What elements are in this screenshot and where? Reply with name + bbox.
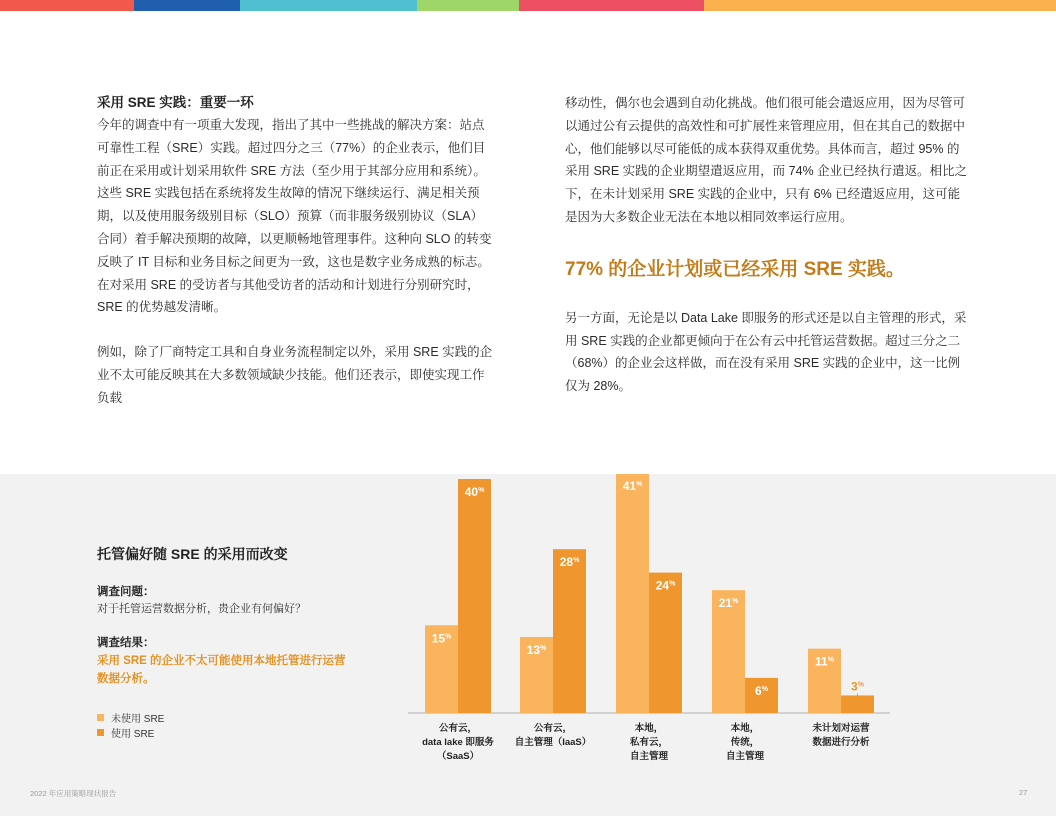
category-label: 本地， xyxy=(730,723,760,734)
category-label: 自主管理 xyxy=(629,751,669,762)
data-label: 6% xyxy=(755,683,768,698)
question-text: 对于托管运营数据分析，贵企业有何偏好？ xyxy=(97,603,306,615)
color-strip xyxy=(0,0,134,11)
body-paragraph: 今年的调查中有一项重大发现，指出了其中一些挑战的解决方案：站点可靠性工程（SRE）实践。超过四分之三（77%）的企业表示，他们目前正在采用或计划采用软件 SRE 方法（至少用于其部分应用和系统）。这些 SRE 实践包括在系统将发生故障的情况下继续运行、满足相关预期，以及使用服务级别目标（SLO）预算（而非服务级别协议（SLA）合同）着手解决预期的故障，以更顺畅地管理事件。这种向 SLO 的转变反映了 IT 目标和业务目标之间更为一致，这也是数字业务成熟的标志。在对采用 SRE 的受访者与其他受访者的活动和计划进行分别研究时，SRE 的优势越发清晰。 xyxy=(97,118,492,315)
data-label: 40% xyxy=(464,485,485,499)
right-column xyxy=(565,92,968,398)
category-label: 私有云， xyxy=(629,737,669,748)
data-label: 28% xyxy=(559,555,580,570)
page-number: 27 xyxy=(1019,788,1028,797)
bar-no-sre-2 xyxy=(616,474,649,713)
footer-report-title: 2022 年应用策略现状报告 xyxy=(30,789,117,798)
bar-chart xyxy=(0,474,1056,816)
category-label: 公有云， xyxy=(438,723,478,734)
category-label: 传统， xyxy=(730,737,760,748)
data-label: 13% xyxy=(526,642,547,657)
category-label: 自主管理（IaaS） xyxy=(514,737,592,748)
color-strip xyxy=(704,0,1056,11)
data-label: 3% xyxy=(851,679,864,694)
data-label: 41% xyxy=(622,479,643,494)
body-paragraph: 例如，除了厂商特定工具和自身业务流程制定以外，采用 SRE 实践的企业不太可能反映其在大多数领域缺少技能。他们还表示，即使实现工作负载 xyxy=(97,345,493,405)
data-label: 24% xyxy=(655,578,676,593)
data-label: 11% xyxy=(815,654,834,669)
body-paragraph: 另一方面，无论是以 Data Lake 即服务的形式还是以自主管理的形式，采用 SRE 实践的企业都更倾向于在公有云中托管运营数据。超过三分之二（68%）的企业会这样做，而在没有采用 SRE 实践的企业中，这一比例仅为 28%。 xyxy=(565,310,967,394)
callout-stat: 77% 的企业计划或已经采用 SRE 实践。 xyxy=(565,258,905,280)
color-strip xyxy=(417,0,519,11)
body-paragraph: 移动性，偶尔也会遇到自动化挑战。他们很可能会遣返应用，因为尽管可以通过公有云提供的高效性和可扩展性来管理应用，但在其自己的数据中心，他们能够以尽可能低的成本获得双重优势。具体而言，超过 95% 的采用 SRE 实践的企业期望遣返应用，而 74% 企业已经执行遣返。相比之下，在未计划采用 SRE 实践的企业中，只有 6% 已经遣返应用，这可能是因为大多数企业无法在本地以相同效率运行应用。 xyxy=(565,96,968,224)
color-strip xyxy=(240,0,417,11)
category-label: 本地， xyxy=(634,723,664,734)
legend-label: 使用 SRE xyxy=(111,729,155,740)
category-label: data lake 即服务 xyxy=(422,737,494,748)
color-strip xyxy=(134,0,240,11)
category-label: 公有云， xyxy=(533,723,573,734)
left-column xyxy=(97,92,493,410)
category-label: （SaaS） xyxy=(436,751,480,762)
result-text: 采用 SRE 的企业不太可能使用本地托管进行运营数据分析。 xyxy=(97,655,346,685)
color-strip xyxy=(519,0,704,11)
data-label: 15% xyxy=(431,631,452,646)
top-color-bar xyxy=(0,0,1056,11)
data-label: 21% xyxy=(718,596,739,611)
bar-sre-0 xyxy=(458,479,491,713)
bar-sre-4 xyxy=(841,695,874,713)
section-heading: 采用 SRE 实践：重要一环 xyxy=(97,95,254,110)
question-label: 调查问题： xyxy=(97,586,155,598)
category-label: 数据进行分析 xyxy=(812,737,870,748)
legend-label: 未使用 SRE xyxy=(111,714,165,725)
category-label: 未计划对运营 xyxy=(812,723,870,734)
category-label: 自主管理 xyxy=(725,751,765,762)
result-label: 调查结果： xyxy=(97,637,155,649)
chart-title: 托管偏好随 SRE 的采用而改变 xyxy=(97,546,288,562)
bar-sre-1 xyxy=(553,549,586,713)
bar-sre-2 xyxy=(649,573,682,713)
